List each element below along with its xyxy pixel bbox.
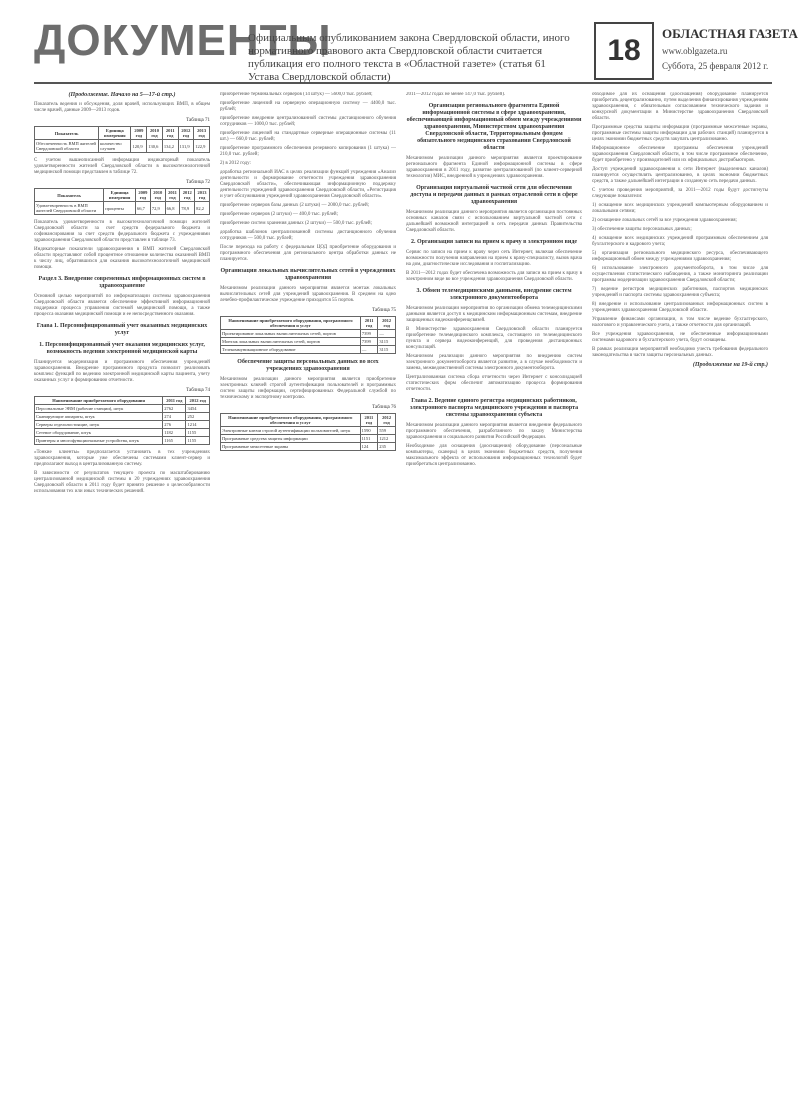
newspaper-title: ОБЛАСТНАЯ ГАЗЕТА [662,26,798,41]
issue-number: 18 [594,22,654,80]
paragraph: приобретение систем хранения данных (2 штуки) — 500,0 тыс. рублей; [220,221,372,226]
table-cell: 130,6 [147,140,163,153]
table-cell: 66,8 [165,202,180,215]
table-cell: 124 [360,443,378,451]
table-cell: Программные межсетевые экраны [221,443,361,451]
table-title: Таблица 71 [186,118,210,123]
paragraph: 6) использование электронного документооборота, в том числе для осуществления статистического наблюдения, а также мониторинга реализации программы модернизации здравоохранения Свердловской области; [592,266,768,283]
table-cell: 276 [163,421,186,429]
data-table [34,126,210,153]
table-cell: 7399 [360,338,377,346]
table-cell: 559 [378,427,396,435]
data-table [220,316,396,354]
table-cell: Удовлетворенность в ВМП жителей Свердловской области [35,202,104,215]
table-cell: 1214 [186,421,210,429]
table-header-cell: 2013 год [195,189,210,202]
paragraph: Необходимое для оснащения (дооснащения) оборудование (персональные компьютеры, сканеры) в целях экономии бюджетных средств, получения максимального эффекта от использования информационных технологий будет приобретаться централизованно. [406,444,582,467]
table-cell: 82,2 [195,202,210,215]
table-cell: 3115 [378,338,396,346]
paragraph: 1) оснащение всех медицинских учреждений компьютерным оборудованием и локальными сетями; [592,203,768,214]
column-2 [220,92,396,1092]
data-table [34,396,210,445]
publication-notice: Официальным опубликованием закона Свердловской области, иного нормативного правового акта Свердловской области считается публикация его полного текста в «Областной газете» (статья 61 Устава Свердловской области) [248,32,570,83]
table-header-row [35,189,210,202]
table-header-cell: 2013 год [194,127,210,140]
table-row [35,413,210,421]
table-header-cell: Показатель [35,127,99,140]
paragraph: 2) в 2012 году: [220,161,251,166]
table-header-cell: 2010 год [150,189,165,202]
table-cell: 3454 [186,405,210,413]
section-heading: Глава 1. Персонифицированный учет оказанных медицинских услуг [36,323,208,336]
table-title: Таблица 76 [372,405,396,410]
table-header-cell: 2011 год [162,127,178,140]
website-link[interactable]: www.oblgazeta.ru [662,46,728,56]
paragraph: Механизмом реализации мероприятия по организации обмена телемедицинскими данными является доступ к медицинским информационным системам, внедрение защищенных видеоконференцсвязей. [406,306,582,323]
table-header-cell: 2009 год [131,127,147,140]
section-heading: 3. Обмен телемедицинскими данными, внедрение систем электронного документооборота [416,288,572,301]
table-row [221,346,396,354]
table-cell: Персональные ЭВМ (рабочие станции), штук [35,405,163,413]
table-cell: 131,9 [178,140,194,153]
paragraph: Все учреждения здравоохранения, не обеспеченные информационными системами кадрового и бухгалтерского учета, будут оснащены. [592,332,768,343]
paragraph: приобретение внедрение централизованной системы дистанционного обучения сотрудников — 1000,0 тыс. рублей; [220,116,396,127]
paragraph: Сервис по записи на прием к врачу через сеть Интернет, включая обеспечение возможности получения направления на прием к врачу-специалисту, вызов врача на дом, диагностические исследования и госпитализацию. [406,250,582,267]
table-cell: — [378,330,396,338]
table-row [35,429,210,437]
section-heading: Раздел 3. Внедрение современных информационных систем в здравоохранение [38,276,206,289]
paragraph: приобретение лицензий на серверную операционную систему — 4400,0 тыс. рублей; [220,101,396,112]
issue-date: Суббота, 25 февраля 2012 г. [662,61,769,71]
paragraph: приобретение серверов (2 штуки) — 400,0 тыс. рублей; [220,212,338,217]
table-cell: Принтеры и многофункциональные устройства, штук [35,437,163,445]
table-cell: Телекоммуникационное оборудование [221,346,361,354]
table-header-cell: Показатель [35,189,104,202]
section-heading: Организация локальных вычислительных сетей в учреждениях здравоохранения [220,268,396,281]
table-row [35,202,210,215]
paragraph: Доступ учреждений здравоохранения к сети Интернет (выделенных каналов) планируется осуществлять централизованно, в целях экономии бюджетных средств, а также дальнейшей интеграции в созданную сеть передачи данных. [592,167,768,184]
table-header-cell: 2009 год [135,189,150,202]
table-cell: 134,2 [162,140,178,153]
table-row [35,421,210,429]
paragraph: Механизмом реализации данного мероприятия по внедрению систем электронного документооборота является развитие, а в случае необходимости и замена, межведомственной системы электронного документооборота. [406,354,582,371]
paragraph: В рамках реализации мероприятий необходимо учесть требования федерального законодательства в части защиты персональных данных. [592,347,768,358]
paragraph: доработка региональной ИАС в целях реализации функций учреждения «Анализ деятельности и формирование отчетности учреждения здравоохранения Свердловской области», обеспечивающая информационную поддержку деятельности учреждений здравоохранения Свердловской области, «Регистрация и учет обслуживания учреждений здравоохранения Свердловской области». [220,170,396,199]
paragraph: В 2011—2012 годах будет обеспечена возможность для записи на прием к врачу в электронном виде во все учреждения здравоохранения Свердловской области. [406,271,582,282]
table-cell: 252 [186,413,210,421]
section-heading: Организация виртуальной частной сети для обеспечения доступа и передачи данных в рамках отраслевой сети в сфере здравоохранения [410,185,578,205]
paragraph: обходимое для их оснащения (дооснащения) оборудование планируется приобретать децентрализованно, путем выделения финансирования учреждениям здравоохранения, с обязательным согласованием технического задания и конкурсной документации в Министерстве здравоохранения Свердловской области. [592,92,768,121]
table-cell: количество случаев [99,140,131,153]
table-header-cell: 2012 год [378,414,396,427]
table-title: Таблица 74 [186,388,210,393]
continuation-note: (Продолжение. Начало на 5—17-й стр.) [68,92,176,98]
table-header-cell: 2011 год [360,317,377,330]
table-cell: Электронные ключи строгой аутентификации пользователей, штук [221,427,361,435]
paragraph: 3) обеспечение защиты персональных данных; [592,227,692,232]
table-cell: 122,9 [194,140,210,153]
paragraph: 8) внедрение и использование централизованных информационных систем в учреждениях здравоохранения Свердловской области. [592,302,768,313]
column-1 [34,92,210,1092]
table-cell: 2762 [163,405,186,413]
paragraph: Механизмом реализации данного мероприятия является монтаж локальных вычислительных сетей для учреждений здравоохранения. В среднем на одно лечебно-профилактическое учреждение приходится 55 портов. [220,286,396,303]
table-cell: 120,9 [131,140,147,153]
table-header-cell: 2012 год [180,189,195,202]
paragraph: 5) организация регионального медицинского ресурса, обеспечивающего информационный обмен между учреждениями здравоохранения; [592,251,768,262]
table-header-row [35,397,210,405]
table-header-cell: 2010 год [147,127,163,140]
paragraph: Механизмом реализации данного мероприятия является проектирование регионального фрагмента Единой информационной системы в сфере здравоохранения в 2011 году, развитие централизованной (по клиент-серверной технологии) МИС, внедренной в учреждениях здравоохранения. [406,156,582,179]
table-cell: 1182 [163,429,186,437]
table-row [35,437,210,445]
table-row [221,435,396,443]
table-cell: Сетевое оборудование, штук [35,429,163,437]
table-header-cell: Единица измерения [99,127,131,140]
table-header-row [221,317,396,330]
article-columns [34,92,772,1092]
table-cell: 3115 [378,346,396,354]
table-header-cell: 2012 год [378,317,396,330]
table-cell: Обеспеченность ВМП жителей Свердловской области [35,140,99,153]
table-header-cell: Единица измерения [104,189,136,202]
paragraph: Показатель удовлетворенности в высокотехнологичной помощи жителей Свердловской области за счет средств федерального бюджета и софинансирования за счет средств федерального бюджета с учреждениями здравоохранения Свердловской области представлен в таблице 73. [34,220,210,243]
section-heading: Организация регионального фрагмента Единой информационной системы в сфере здравоохранения, обеспечивающей информационный обмен между учреждениями здравоохранения, Министерством здравоохранения Свердловской области, Территориальным фондом обязательного медицинского страхования Свердловской области [406,103,582,151]
paragraph: «Тонкие клиенты» предполагается установить в тех учреждениях здравоохранения, которые уже обеспечены системами клиент-сервер и предполагают выход в централизованную систему. [34,450,210,467]
paragraph: Показатель ведения и обсуждения, доля врачей, использующих ВМП, в общем числе врачей, данные 2009—2013 годов. [34,102,210,113]
section-heading: 1. Персонифицированный учет оказания медицинских услуг, возможность ведения электронной медицинской карты [39,342,205,355]
newspaper-info [662,26,800,72]
table-cell: проценты [104,202,136,215]
paragraph: Механизмом реализации данного мероприятия является приобретение электронных ключей строгой аутентификации пользователей и программных систем защиты информации, сертифицированных Федеральной службой по техническому и экспортному контролю. [220,377,396,400]
paragraph: Механизмом реализации данного мероприятия является организация постоянных основных каналов связи с использованием виртуальной частной сети с дальнейшей возможной интеграцией в сеть передачи данных Правительства Свердловской области. [406,210,582,233]
table-cell: 7399 [360,330,377,338]
table-cell: 78,9 [180,202,195,215]
table-cell: 1155 [186,437,210,445]
table-cell: 1165 [163,437,186,445]
table-title: Таблица 72 [186,180,210,185]
data-table [220,413,396,451]
paragraph: С учетом проведения мероприятий, за 2011—2012 годы будут достигнуты следующие показатели: [592,188,768,199]
table-cell: Проектирование локальных вычислительных сетей, портов [221,330,361,338]
table-row [221,338,396,346]
table-cell: — [360,346,377,354]
paragraph: Механизмом реализации данного мероприятия является внедрение федерального программного обеспечения, разработанного по заказу Министерства здравоохранения и социального развития Российской Федерации. [406,423,582,440]
table-cell: Программные средства защиты информации [221,435,361,443]
table-row [35,140,210,153]
table-header-row [221,414,396,427]
table-header-row [35,127,210,140]
table-cell: 72,9 [150,202,165,215]
table-header-cell: 2011 год [163,397,186,405]
paragraph: приобретение программного обеспечения резервного копирования (1 штука) — 210,0 тыс. рублей; [220,146,396,157]
paragraph: Централизованная система сбора отчетности через Интернет с консолидацией статистических форм обеспечит автоматизацию процесса формирования отчетности. [406,375,582,392]
paragraph: приобретение серверов базы данных (2 штуки) — 2000,0 тыс. рублей; [220,203,370,208]
table-header-cell: Наименование приобретаемого оборудования [35,397,163,405]
paragraph: После перехода на работу с федеральным ЦОД приобретение оборудования и программного обеспечения для регионального центра обработки данных не планируется. [220,245,396,262]
table-header-cell: 2011 год [360,414,378,427]
paragraph: 2011—2012 годах не менее 147,0 тыс. рублей). [406,92,506,97]
table-row [35,405,210,413]
column-4 [592,92,768,1092]
table-header-cell: 2012 год [186,397,210,405]
paragraph: доработка шаблонов централизованной системы дистанционного обучения сотрудников — 500,0 тыс. рублей; [220,230,396,241]
section-heading: Обеспечение защиты персональных данных во всех учреждениях здравоохранения [237,359,379,372]
table-cell: 66,7 [135,202,150,215]
table-row [221,427,396,435]
paragraph: Информационное обеспечение программы обеспечения учреждений здравоохранения Свердловской области, в том числе программное обеспечение, будет приобретено у производителей или их официальных дистрибьюторов. [592,146,768,163]
paragraph: Основной целью мероприятий по информатизации системы здравоохранения Свердловской области является обеспечение эффективной информационной поддержки процесса управления системой медицинской помощи, а также процесса оказания медицинской помощи и ее непосредственного оказания. [34,294,210,317]
table-cell: 1212 [378,435,396,443]
section-heading: Глава 2. Ведение единого регистра медицинских работников, электронного паспорта медицинского учреждения и паспорта системы здравоохранения субъекта [409,398,579,418]
table-header-cell: Наименование приобретаемого оборудования, программного обеспечения и услуг [221,317,361,330]
table-cell: Серверы отдельностоящие, штук [35,421,163,429]
table-cell: 274 [163,413,186,421]
data-table [34,188,210,215]
section-heading: 2. Организация записи на прием к врачу в электронном виде [410,239,578,245]
table-row [221,443,396,451]
paragraph: 7) ведение регистров медицинских работников, паспортов медицинских учреждений и паспорта системы здравоохранения субъекта; [592,287,768,298]
paragraph: приобретение лицензий на стандартные серверные операционные системы (11 шт.) — 660,0 тыс. рублей; [220,131,396,142]
page-header [34,10,798,84]
paragraph: Программные средства защиты информации (программные межсетевые экраны, программные системы защиты информации для рабочих станций) планируется в целях экономии бюджетных средств закупать централизованно. [592,125,768,142]
table-cell: Монтаж локальных вычислительных сетей, портов [221,338,361,346]
table-row [221,330,396,338]
paragraph: Индикаторные показатели здравоохранения в ВМП жителей Свердловской области представляют собой процентное отношение количества оказанной ВМП к числу лиц, обратившихся для оказания высокотехнологичной медицинской помощи. [34,247,210,270]
table-cell: 1155 [186,429,210,437]
paragraph: С учетом вышеописанной информации индикаторный показатель удовлетворенности жителей Свердловской области в высокотехнологичной медицинской помощи представлен в таблице 72. [34,158,210,175]
section-title: ДОКУМЕНТЫ [34,16,332,65]
paragraph: 4) оснащение всех медицинских учреждений программным обеспечением для бухгалтерского и кадрового учета; [592,236,768,247]
table-title: Таблица 75 [372,308,396,313]
table-cell: 1590 [360,427,378,435]
table-header-cell: 2011 год [165,189,180,202]
paragraph: Управление финансами организации, в том числе ведение бухгалтерского, налогового и управленческого учета, а также отчетности для организаций. [592,317,768,328]
paragraph: В Министерстве здравоохранения Свердловской области планируется приобретение телемедицинского комплекса, состоящего из телемедицинского пункта и сервера видеоконференций, для проведения дистанционных консультаций. [406,327,582,350]
paragraph: 2) оснащение локальных сетей за все учреждения здравоохранения; [592,218,737,223]
paragraph: Планируется модернизация и программного обеспечения учреждений здравоохранения. Внедрение программного продукта позволит реализовать комплекс функций по ведению электронной медицинской карты пациента, учету оказанных услуг и формированию отчетности. [34,360,210,383]
table-cell: Сканирующие аппараты, штук [35,413,163,421]
continued-on-note: (Продолжение на 19-й стр.) [692,362,768,368]
table-cell: 1151 [360,435,378,443]
paragraph: В зависимости от результатов текущего проекта по масштабированию централизованной медицинской системы в 20 учреждениях здравоохранения Свердловской области в 2011 году будет принято решение о целесообразности использования тех или иных технических решений. [34,471,210,494]
table-cell: 235 [378,443,396,451]
table-header-cell: Наименование приобретаемого оборудования, программного обеспечения и услуг [221,414,361,427]
paragraph: приобретение терминальных серверов (14 штук) — 5600,0 тыс. рублей; [220,92,373,97]
table-header-cell: 2012 год [178,127,194,140]
column-3 [406,92,582,1092]
